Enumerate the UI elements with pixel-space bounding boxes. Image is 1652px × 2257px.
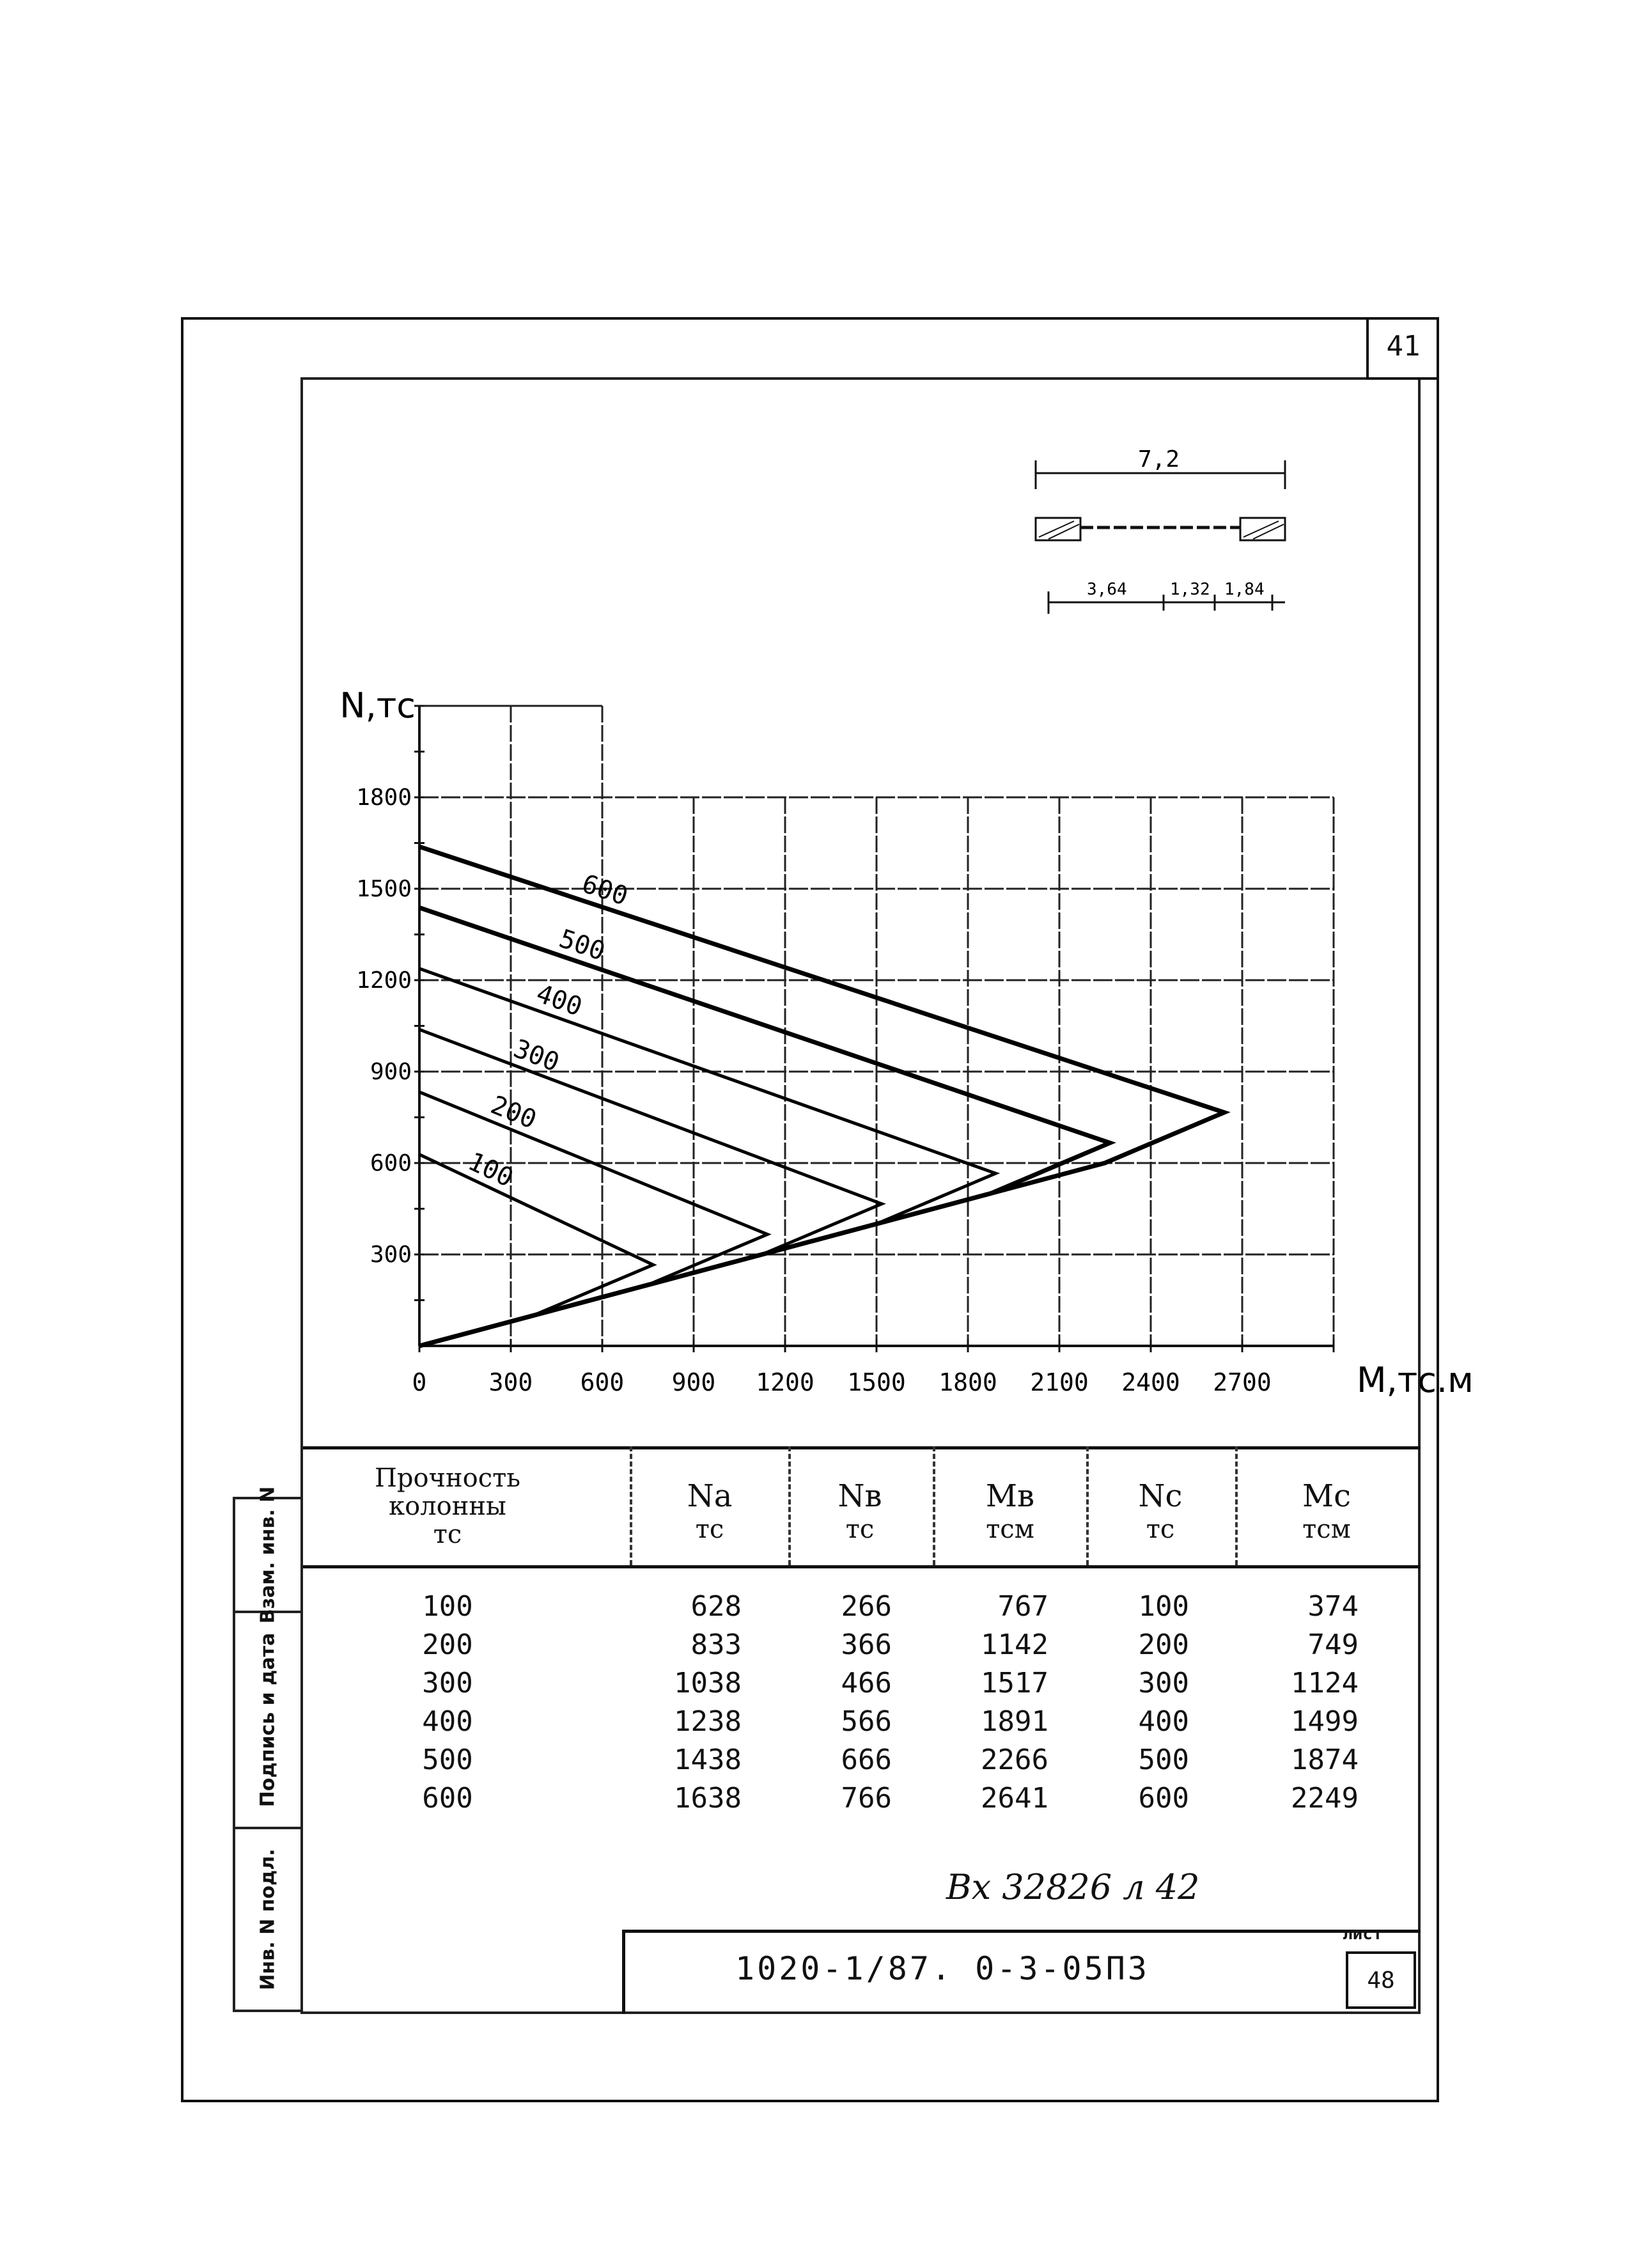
header-line: тсм <box>1302 1515 1351 1544</box>
y-tick-label: 600 <box>370 1150 412 1176</box>
table-cell: 2249 <box>1291 1782 1359 1815</box>
y-tick-label: 1500 <box>356 876 412 902</box>
dim-part-1: 3,64 <box>1087 580 1127 599</box>
table-cell: 767 <box>997 1590 1048 1623</box>
side-label: Подпись и дата <box>256 1632 279 1808</box>
table-cell: 100 <box>422 1590 473 1623</box>
table-cell: 566 <box>841 1705 892 1738</box>
y-tick-label: 900 <box>370 1059 412 1085</box>
table-cell: 500 <box>1138 1744 1189 1776</box>
header-line: Mв <box>985 1478 1035 1514</box>
header-line: Прочность <box>374 1464 521 1493</box>
chart-series <box>419 847 1224 1346</box>
table-cell: 2266 <box>981 1744 1048 1776</box>
sheet-number: 48 <box>1346 1951 1416 2009</box>
side-cell-signature <box>235 1613 300 1829</box>
side-label: Взам. инв. N <box>256 1486 279 1624</box>
table-cell: 1891 <box>981 1705 1048 1738</box>
series-line-600 <box>419 847 1224 1346</box>
table-cell: 749 <box>1307 1628 1359 1661</box>
series-line-400 <box>419 969 995 1346</box>
table-cell: 1499 <box>1291 1705 1359 1738</box>
table-cell: 366 <box>841 1628 892 1661</box>
x-tick-label: 2400 <box>1121 1368 1180 1396</box>
y-tick-label: 1800 <box>356 785 412 811</box>
series-label-400: 400 <box>532 979 586 1022</box>
header-line: тс <box>845 1515 875 1544</box>
side-cell-inv-original <box>235 1829 300 2010</box>
x-tick-label: 0 <box>412 1368 427 1396</box>
top-sheet-number: 41 <box>1366 318 1438 380</box>
side-label: Инв. N подл. <box>256 1848 279 1990</box>
series-line-200 <box>419 1092 767 1346</box>
dim-part-2: 1,32 <box>1170 580 1210 599</box>
chart-grid <box>419 706 1334 1346</box>
header-line: тс <box>695 1515 724 1544</box>
x-axis-label: M,тс.м <box>1357 1360 1474 1400</box>
table-cell: 628 <box>690 1590 742 1623</box>
table-cell: 1038 <box>674 1667 742 1699</box>
handwritten-note: Вх 32826 л 42 <box>946 1867 1200 1907</box>
header-line: Mc <box>1302 1478 1352 1514</box>
document-code: 1020-1/87. 0-3-05ПЗ <box>735 1950 1149 1987</box>
table-cell: 200 <box>422 1628 473 1661</box>
header-line: тс <box>1146 1515 1175 1544</box>
header-line: Nв <box>838 1478 882 1514</box>
table-cell: 1874 <box>1291 1744 1359 1776</box>
table-cell: 1638 <box>674 1782 742 1815</box>
table-header-bottom-line <box>303 1565 1421 1568</box>
chart-labels <box>339 685 1474 1400</box>
header-line: колонны <box>389 1492 506 1521</box>
table-cell: 766 <box>841 1782 892 1815</box>
dim-total-label: 7,2 <box>1138 446 1180 472</box>
header-line: тс <box>433 1520 462 1549</box>
table-cell: 466 <box>841 1667 892 1699</box>
table-cell: 2641 <box>981 1782 1048 1815</box>
table-cell: 666 <box>841 1744 892 1776</box>
table-cell: 374 <box>1307 1590 1359 1623</box>
table-cell: 400 <box>1138 1705 1189 1738</box>
table-cell: 200 <box>1138 1628 1189 1661</box>
side-cell-replace-inv <box>235 1486 300 1624</box>
table-cell: 1142 <box>981 1628 1048 1661</box>
x-tick-label: 2100 <box>1030 1368 1089 1396</box>
series-label-600: 600 <box>578 869 632 912</box>
section-sketch <box>1010 435 1304 627</box>
x-tick-label: 900 <box>671 1368 716 1396</box>
table-header-cell <box>345 1464 550 1549</box>
table-cell: 833 <box>690 1628 742 1661</box>
table-cell: 1124 <box>1291 1667 1359 1699</box>
series-label-500: 500 <box>555 924 609 967</box>
table-cell: 1238 <box>674 1705 742 1738</box>
header-line: Nc <box>1138 1478 1183 1514</box>
table-top-line <box>303 1446 1421 1449</box>
side-strip <box>233 1486 303 2012</box>
table-cell: 400 <box>422 1705 473 1738</box>
table-cell: 300 <box>1138 1667 1189 1699</box>
dim-part-3: 1,84 <box>1224 580 1265 599</box>
y-axis-label: N,тс <box>339 685 416 726</box>
header-line: тсм <box>986 1515 1034 1544</box>
series-line-100 <box>419 1155 653 1346</box>
table-cell: 1517 <box>981 1667 1048 1699</box>
table-cell: 600 <box>1138 1782 1189 1815</box>
series-label-100: 100 <box>463 1146 518 1194</box>
x-tick-label: 1500 <box>847 1368 906 1396</box>
table-cell: 100 <box>1138 1590 1189 1623</box>
nm-interaction-chart <box>300 678 1474 1445</box>
sheet-label: лист <box>1343 1925 1383 1944</box>
header-line: Na <box>687 1478 733 1514</box>
series-label-300: 300 <box>510 1034 563 1078</box>
y-tick-label: 1200 <box>356 967 412 994</box>
x-tick-label: 1200 <box>756 1368 814 1396</box>
x-tick-label: 2700 <box>1213 1368 1272 1396</box>
x-tick-label: 300 <box>488 1368 533 1396</box>
y-tick-label: 300 <box>370 1242 412 1268</box>
x-tick-label: 1800 <box>939 1368 997 1396</box>
table-cell: 600 <box>422 1782 473 1815</box>
table-header-cell <box>1224 1477 1429 1543</box>
table-cell: 266 <box>841 1590 892 1623</box>
table-cell: 1438 <box>674 1744 742 1776</box>
table-cell: 300 <box>422 1667 473 1699</box>
series-label-200: 200 <box>487 1090 541 1136</box>
table-cell: 500 <box>422 1744 473 1776</box>
x-tick-label: 600 <box>580 1368 625 1396</box>
